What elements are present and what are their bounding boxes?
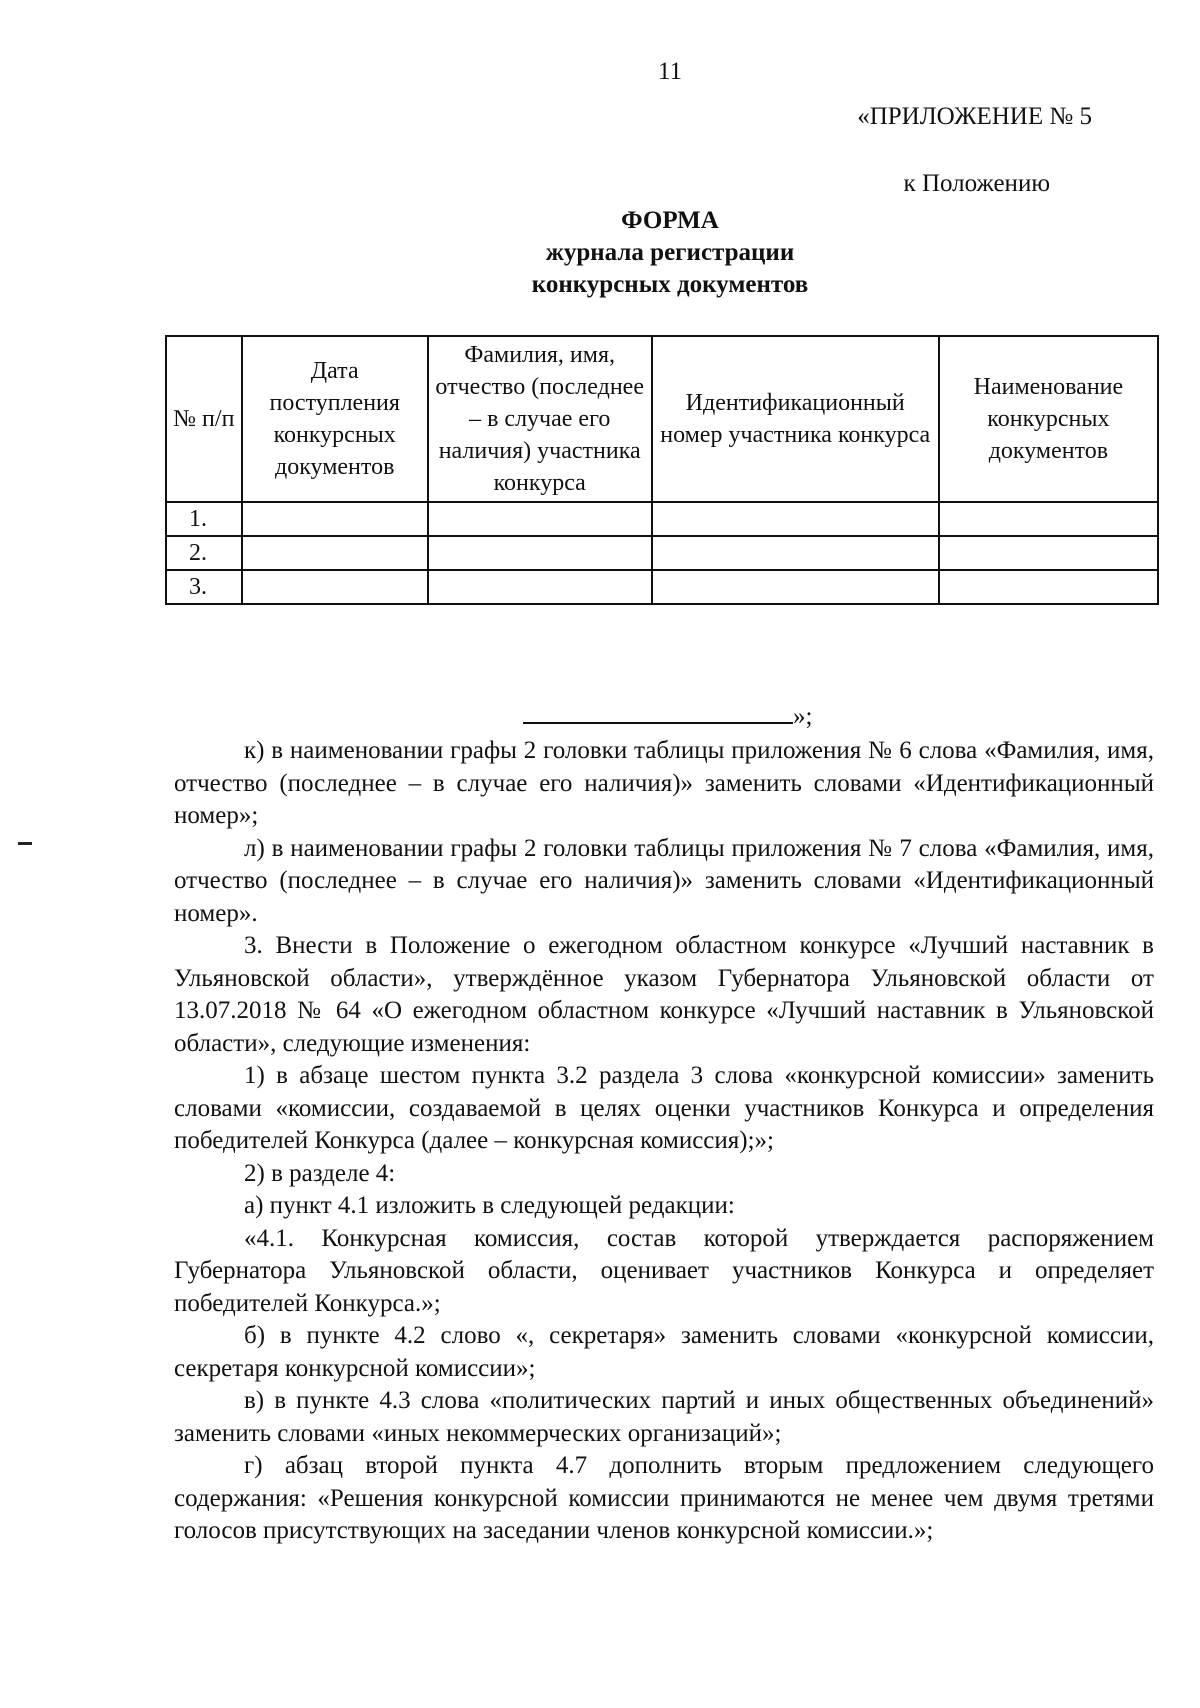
margin-mark xyxy=(18,842,32,845)
table-cell: 3. xyxy=(166,570,242,604)
form-subtitle-line1: журнала регистрации xyxy=(545,239,795,266)
form-subtitle-line2: конкурсных документов xyxy=(531,271,809,298)
paragraph: 1) в абзаце шестом пункта 3.2 раздела 3 слова «конкурсной комиссии» заменить словами «комиссии, создаваемой в целях оценки участников Конкурса и определения победителей Конкурса (далее – конкурсная комиссия);»; xyxy=(174,1062,1154,1154)
paragraph: «4.1. Конкурсная комиссия, состав которой утверждается распоряжением Губернатора Ульяновской области, оценивает участников Конкурса и определяет победителей Конкурса.»; xyxy=(174,1224,1154,1317)
table-cell xyxy=(242,536,428,570)
appendix-subtitle: к Положению xyxy=(903,170,1050,197)
table-cell xyxy=(939,502,1158,536)
header-full-name: Фамилия, имя, отчество (последнее – в случае его наличия) участника конкурса xyxy=(428,336,652,502)
table-cell xyxy=(428,570,652,604)
table-cell xyxy=(242,570,428,604)
table-cell: 2. xyxy=(166,536,242,570)
form-title: ФОРМА xyxy=(621,207,719,234)
signature-line xyxy=(523,700,793,724)
header-date: Дата поступления конкурсных документов xyxy=(242,336,428,502)
header-document-name: Наименование конкурсных документов xyxy=(939,336,1158,502)
table-cell xyxy=(242,502,428,536)
table-cell xyxy=(939,536,1158,570)
paragraph: 2) в разделе 4: xyxy=(244,1159,396,1187)
table-cell xyxy=(652,502,939,536)
paragraph: г) абзац второй пункта 4.7 дополнить вторым предложением следующего содержания: «Решения конкурсной комиссии принимаются не менее чем двумя третями голосов присутствующих на заседании членов конкурсной комиссии.»; xyxy=(174,1452,1154,1544)
appendix-title: «ПРИЛОЖЕНИЕ № 5 xyxy=(857,103,1092,130)
form-heading xyxy=(0,205,1200,301)
closing-quote xyxy=(523,700,812,731)
table-row xyxy=(166,570,1158,604)
table-cell xyxy=(939,570,1158,604)
header-number: № п/п xyxy=(166,336,242,502)
table-header-row xyxy=(166,336,1158,502)
table-row xyxy=(166,502,1158,536)
table-cell xyxy=(428,536,652,570)
paragraph: 3. Внести в Положение о ежегодном областном конкурсе «Лучший наставник в Ульяновской области», утверждённое указом Губернатора Ульяновской области от 13.07.2018 № 64 «О ежегодном областном конкурсе «Лучший наставник в Ульяновской области», следующие изменения: xyxy=(174,932,1154,1057)
paragraph: л) в наименовании графы 2 головки таблицы приложения № 7 слова «Фамилия, имя, отчество (последнее – в случае его наличия)» заменить словами «Идентификационный номер». xyxy=(174,834,1154,927)
page-number: 11 xyxy=(657,58,683,85)
document-body xyxy=(174,735,1154,1548)
table-cell xyxy=(652,536,939,570)
closing-mark: »; xyxy=(793,703,813,730)
paragraph: б) в пункте 4.2 слово «, секретаря» заменить словами «конкурсной комиссии, секретаря конкурсной комиссии»; xyxy=(174,1322,1154,1382)
registration-journal-table xyxy=(165,335,1159,605)
table-row xyxy=(166,536,1158,570)
header-id-number: Идентификационный номер участника конкурса xyxy=(652,336,939,502)
table-cell xyxy=(652,570,939,604)
table-cell: 1. xyxy=(166,502,242,536)
paragraph: в) в пункте 4.3 слова «политических партий и иных общественных объединений» заменить словами «иных некоммерческих организаций»; xyxy=(174,1387,1154,1447)
paragraph: к) в наименовании графы 2 головки таблицы приложения № 6 слова «Фамилия, имя, отчество (последнее – в случае его наличия)» заменить словами «Идентификационный номер»; xyxy=(174,737,1154,829)
paragraph: а) пункт 4.1 изложить в следующей редакции: xyxy=(244,1192,735,1219)
table-cell xyxy=(428,502,652,536)
